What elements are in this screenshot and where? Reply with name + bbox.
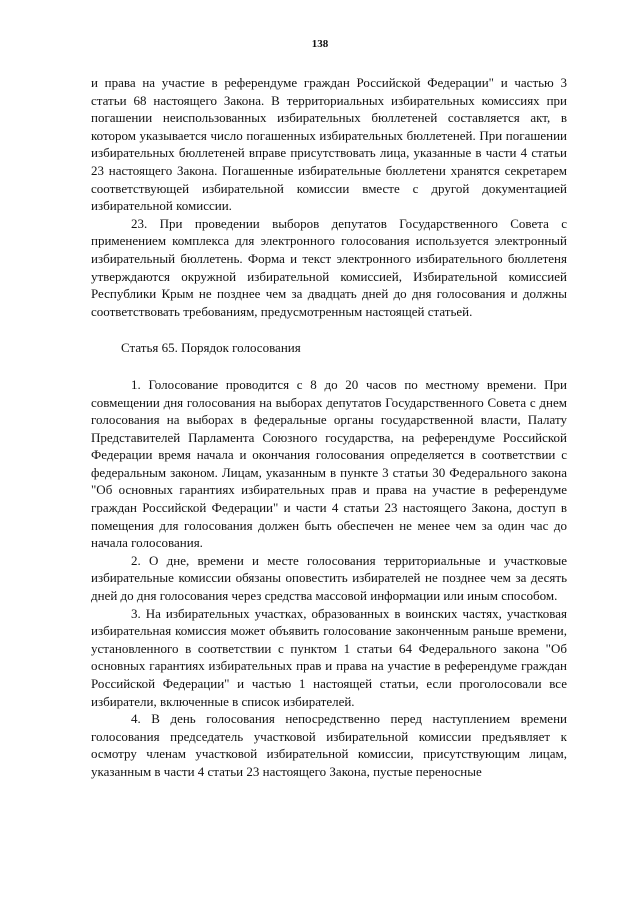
article-paragraph-1: 1. Голосование проводится с 8 до 20 часов по местному времени. При совмещении дня голосования на выборах депутатов Государственного Совета с днем голосования на выборах в федеральные органы государственной власти, Палату Представителей Парламента Союзного государства, на референдуме Российской Федерации время начала и окончания голосования определяется в соответствии с федеральным законом. Лицам, указанным в пункте 3 статьи 30 Федерального закона "Об основных гарантиях избирательных прав и права на участие в референдуме граждан Российской Федерации" и части 4 статьи 23 настоящего Закона, доступ в помещения для голосования должен быть обеспечен не менее чем за один час до начала голосования. xyxy=(91,376,567,551)
page-body xyxy=(91,74,567,781)
article-paragraph-2: 2. О дне, времени и месте голосования территориальные и участковые избирательные комиссии обязаны оповестить избирателей не позднее чем за десять дней до дня голосования через средства массовой информации или иным способом. xyxy=(91,552,567,604)
page-number: 138 xyxy=(311,38,329,50)
article-heading: Статья 65. Порядок голосования xyxy=(121,340,301,356)
paragraph-item-23: 23. При проведении выборов депутатов Государственного Совета с применением комплекса для электронного голосования используется электронный избирательный бюллетень. Форма и текст электронного избирательного бюллетеня утверждаются окружной избирательной комиссией, Избирательной комиссией Республики Крым не позднее чем за двадцать дней до дня голосования и должны соответствовать требованиям, предусмотренным настоящей статьей. xyxy=(91,215,567,319)
article-paragraph-3: 3. На избирательных участках, образованных в воинских частях, участковая избирательная комиссия может объявить голосование законченным раньше времени, установленного в соответствии с пунктом 1 статьи 64 Федерального закона "Об основных гарантиях избирательных прав и права на участие в референдуме граждан Российской Федерации" и частью 1 настоящей статьи, если проголосовали все избиратели, включенные в список избирателей. xyxy=(91,605,567,709)
article-paragraph-4: 4. В день голосования непосредственно перед наступлением времени голосования председатель участковой избирательной комиссии предъявляет к осмотру членам участковой избирательной комиссии, присутствующим лицам, указанным в части 4 статьи 23 настоящего Закона, пустые переносные xyxy=(91,711,567,779)
paragraph-continued: и права на участие в референдуме граждан Российской Федерации" и частью 3 статьи 68 настоящего Закона. В территориальных избирательных комиссиях при погашении неиспользованных избирательных бюллетеней составляется акт, в котором указывается число погашенных избирательных бюллетеней. При погашении избирательных бюллетеней вправе присутствовать лица, указанные в части 4 статьи 23 настоящего Закона. Погашенные избирательные бюллетени хранятся секретарем соответствующей избирательной комиссии вместе с другой документацией избирательной комиссии. xyxy=(91,75,567,214)
